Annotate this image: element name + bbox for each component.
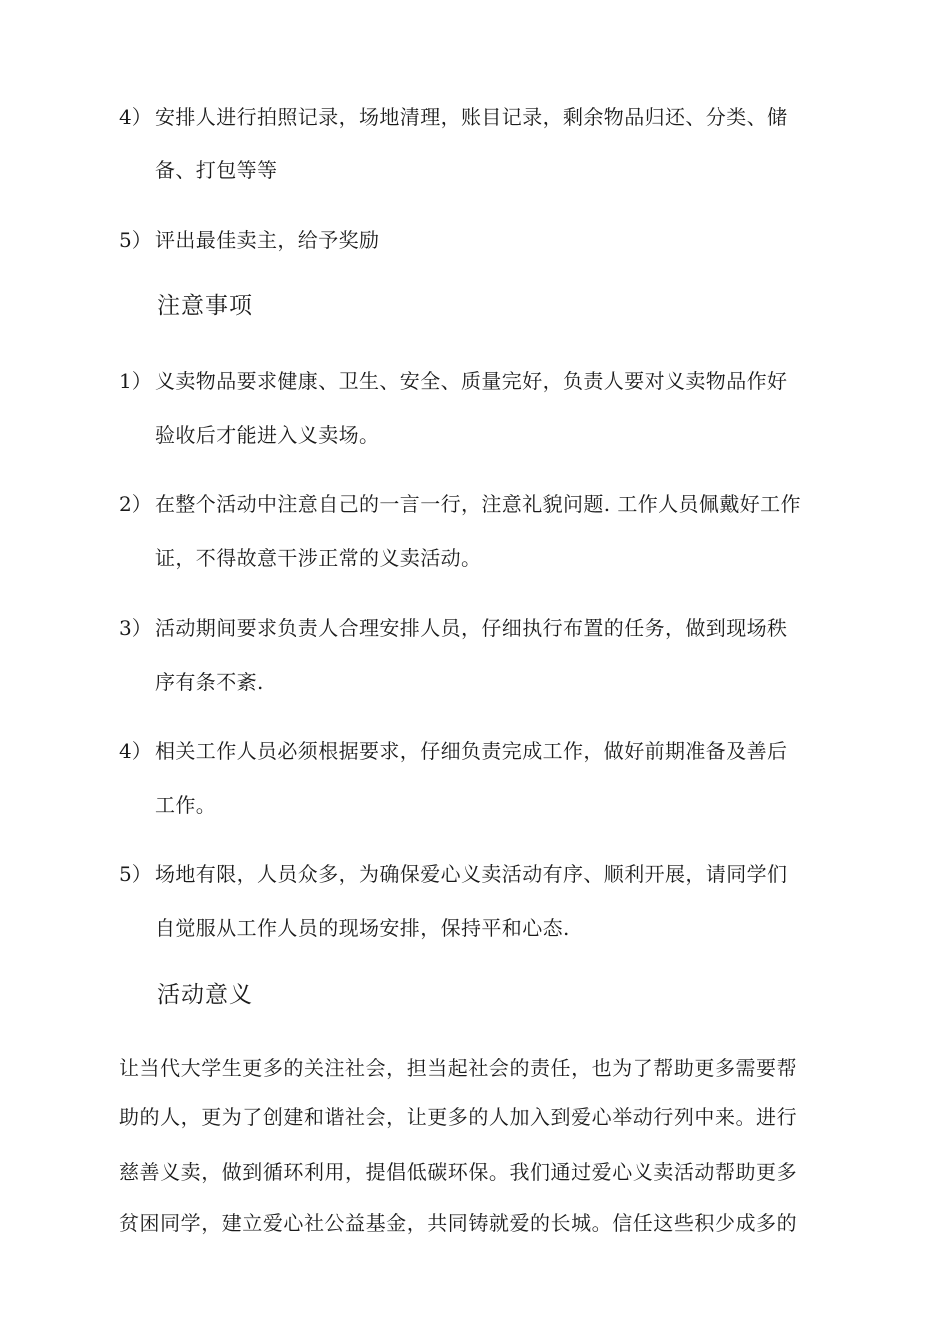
paragraph-line: 让当代大学生更多的关注社会，担当起社会的责任，也为了帮助更多需要帮 bbox=[119, 1056, 798, 1080]
list-item-text: 评出最佳卖主，给予奖励 bbox=[155, 228, 380, 252]
list-item-text: 证，不得故意干涉正常的义卖活动。 bbox=[155, 546, 482, 570]
list-item-text: 安排人进行拍照记录，场地清理，账目记录，剩余物品归还、分类、储 bbox=[155, 105, 788, 129]
list-item-number: 2） bbox=[119, 492, 152, 516]
list-item-number: 5） bbox=[119, 862, 152, 886]
list-item-number: 4） bbox=[119, 105, 152, 129]
paragraph-line: 慈善义卖，做到循环利用，提倡低碳环保。我们通过爱心义卖活动帮助更多 bbox=[119, 1160, 798, 1184]
list-item-text: 场地有限，人员众多，为确保爱心义卖活动有序、顺利开展，请同学们 bbox=[155, 862, 788, 886]
list-item-text: 在整个活动中注意自己的一言一行，注意礼貌问题. 工作人员佩戴好工作 bbox=[155, 492, 801, 516]
list-item-text: 活动期间要求负责人合理安排人员，仔细执行布置的任务，做到现场秩 bbox=[155, 616, 788, 640]
section-heading-significance: 活动意义 bbox=[157, 982, 253, 1008]
list-item-text: 序有条不紊. bbox=[155, 670, 264, 694]
list-item-text: 自觉服从工作人员的现场安排，保持平和心态. bbox=[155, 916, 570, 940]
list-item-number: 1） bbox=[119, 369, 152, 393]
list-item-text: 备、打包等等 bbox=[155, 158, 278, 182]
list-item-text: 工作。 bbox=[155, 793, 217, 817]
paragraph-line: 助的人，更为了创建和谐社会，让更多的人加入到爱心举动行列中来。进行 bbox=[119, 1105, 798, 1129]
list-item-text: 验收后才能进入义卖场。 bbox=[155, 423, 380, 447]
list-item-text: 相关工作人员必须根据要求，仔细负责完成工作，做好前期准备及善后 bbox=[155, 739, 788, 763]
section-heading-notes: 注意事项 bbox=[157, 293, 253, 319]
paragraph-line: 贫困同学，建立爱心社公益基金，共同铸就爱的长城。信任这些积少成多的 bbox=[119, 1211, 798, 1235]
list-item-number: 4） bbox=[119, 739, 152, 763]
list-item-text: 义卖物品要求健康、卫生、安全、质量完好，负责人要对义卖物品作好 bbox=[155, 369, 788, 393]
list-item-number: 3） bbox=[119, 616, 152, 640]
list-item-number: 5） bbox=[119, 228, 152, 252]
